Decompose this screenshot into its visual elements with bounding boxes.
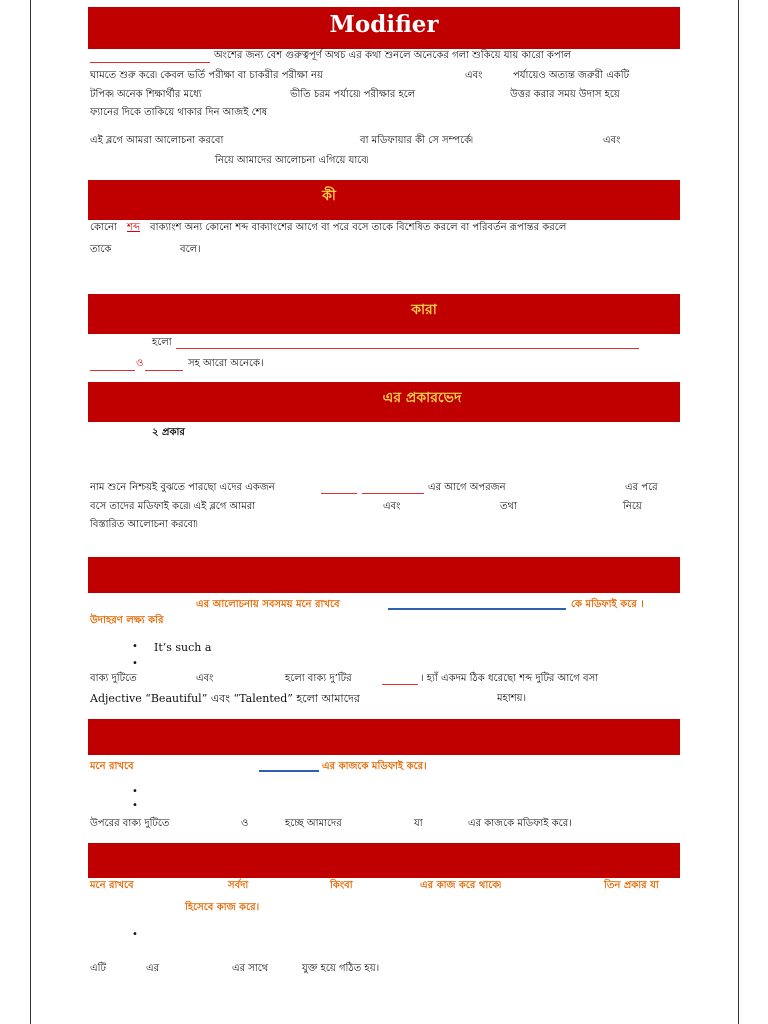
adj-line-1b: এবং	[196, 673, 214, 684]
blank-underline	[145, 370, 183, 371]
kara-line-1: হলো	[152, 337, 172, 348]
phrase-line-1c: এর সাথে	[232, 963, 269, 974]
types-line-2a: বসে তাদের মডিফাই করে৷ এই ব্লগে আমরা	[90, 501, 256, 512]
bullet-icon: •	[132, 929, 138, 940]
phrase-note-e: তিন প্রকার যা	[604, 880, 659, 891]
types-line-1b: এর আগে অপরজন	[428, 482, 506, 493]
intro-line-3c: উত্তর করার সময় উদাস হয়ে	[510, 89, 620, 100]
adv-line-1c: হচ্ছে আমাদের	[285, 818, 342, 829]
types-line-2b: এবং	[383, 501, 401, 512]
intro-line-4: ফ্যানের দিকে তাকিয়ে থাকার দিন আজই শেষ	[90, 107, 268, 118]
section-bar-adjective	[88, 557, 680, 593]
types-line-1c: এর পরে	[625, 482, 658, 493]
blank-underline	[382, 684, 418, 685]
blank-underline	[176, 348, 639, 349]
adj-note-b: কে মডিফাই করে ।	[571, 599, 644, 610]
ki-highlight-word: শব্দ	[127, 222, 140, 233]
types-line-1a: নাম শুনে নিশ্চয়ই বুঝতে পারছো এদের একজন	[90, 482, 275, 493]
phrase-line-1b: এর	[146, 963, 160, 974]
intro-line-3b: ভীতি চরম পর্যায়ে৷ পরীক্ষার হলে	[290, 89, 416, 100]
adv-line-1e: এর কাজকে মডিফাই করে।	[468, 818, 572, 829]
section-bar-adverb	[88, 719, 680, 755]
intro-line-5c: এবং	[603, 135, 621, 146]
adj-line-1d: । হ্যাঁ একদম ঠিক ধরেছো শব্দ দুটির আগে বসা	[420, 673, 599, 684]
phrase-note-a: মনে রাখবে	[90, 880, 134, 891]
adj-note-a: এর আলোচনায় সবসময় মনে রাখবে	[196, 599, 340, 610]
intro-line-2a: ঘামতে শুরু করে৷ কেবল ভর্তি পরীক্ষা বা চাকরীর পরীক্ষা নয়	[90, 70, 323, 81]
adj-line-2a: Adjective “Beautiful” এবং “Talented” হলো আমাদের	[90, 692, 360, 705]
ki-line-1b: বাক্যাংশ অন্য কোনো শব্দ বাক্যাংশের আগে বা পরে বসে তাকে বিশেষিত করলে বা পরিবর্তন রূপান্তর করলে	[150, 222, 567, 233]
phrase-line-1d: যুক্ত হয়ে গঠিত হয়।	[302, 963, 380, 974]
blank-underline	[259, 770, 319, 772]
section-heading-ki: কী	[322, 188, 336, 204]
kara-line-2b: সহ আরো অনেকে।	[188, 358, 264, 369]
intro-line-3a: টপিক৷ অনেক শিক্ষার্থীর মধ্যে	[90, 89, 202, 100]
ki-line-2b: বলে।	[180, 244, 201, 255]
adv-note-a: মনে রাখবে	[90, 761, 134, 772]
intro-line-1: অংশের জন্য বেশ গুরুত্বপূর্ণ অথচ এর কথা শুনলে অনেকের গলা শুকিয়ে যায় কারো কপাল	[214, 50, 572, 61]
section-heading-kara: কারা	[411, 302, 437, 318]
section-bar-ki	[88, 180, 680, 220]
blank-underline	[362, 493, 424, 494]
section-bar-types	[88, 382, 680, 422]
phrase-note-c: কিংবা	[330, 880, 353, 891]
adj-line-1c: হলো বাক্য দু’টির	[285, 673, 352, 684]
ki-line-1a: কোনো	[90, 222, 117, 233]
bullet-icon: •	[132, 786, 138, 797]
page-left-border	[30, 0, 31, 1024]
adv-note-b: এর কাজকে মডিফাই করে।	[322, 761, 427, 772]
intro-line-5a: এই ব্লগে আমরা আলোচনা করবো	[90, 135, 224, 146]
kara-line-2a: ও	[136, 358, 144, 369]
adj-line-1a: বাক্য দুটিতে	[90, 673, 137, 684]
phrase-note-f: হিসেবে কাজ করে।	[185, 902, 260, 913]
bullet-icon: •	[132, 641, 138, 652]
adj-line-2b: মহাশয়।	[497, 693, 527, 704]
phrase-note-d: এর কাজ করে থাকে৷	[420, 880, 501, 891]
adv-line-1a: উপরের বাক্য দুটিতে	[90, 818, 170, 829]
intro-line-2b: এবং	[465, 70, 483, 81]
types-line-3: বিস্তারিত আলোচনা করবো৷	[90, 519, 198, 530]
adv-line-1b: ও	[241, 818, 249, 829]
phrase-note-b: সর্বদা	[228, 880, 249, 891]
ki-line-2a: তাকে	[90, 244, 112, 255]
types-count: ২ প্রকার	[152, 427, 185, 438]
types-line-2c: তথা	[500, 501, 517, 512]
adj-example: উদাহরণ লক্ষ্য করি	[90, 615, 164, 626]
blank-underline	[388, 608, 566, 610]
section-heading-types: এর প্রকারভেদ	[382, 390, 462, 406]
title-bar	[88, 7, 680, 49]
blank-underline	[321, 493, 357, 494]
page-right-border	[738, 0, 739, 1024]
blank-underline	[90, 370, 135, 371]
types-line-2d: নিয়ে	[623, 501, 642, 512]
page-title: Modifier	[329, 11, 439, 38]
bullet-icon: •	[132, 658, 138, 669]
adv-line-1d: যা	[414, 818, 423, 829]
bullet-icon: •	[132, 800, 138, 811]
intro-line-2c: পর্যায়েও অত্যন্ত জরুরী একটি	[513, 70, 630, 81]
section-bar-kara	[88, 294, 680, 334]
phrase-line-1a: এটি	[90, 963, 106, 974]
intro-line-6: নিয়ে আমাদের আলোচনা এগিয়ে যাবে৷	[215, 155, 369, 166]
section-bar-phrase	[88, 843, 680, 878]
adj-bullet-1: It’s such a	[154, 641, 212, 654]
intro-line-5b: বা মডিফায়ার কী সে সম্পর্কে৷	[360, 135, 473, 146]
blank-underline	[90, 62, 210, 63]
